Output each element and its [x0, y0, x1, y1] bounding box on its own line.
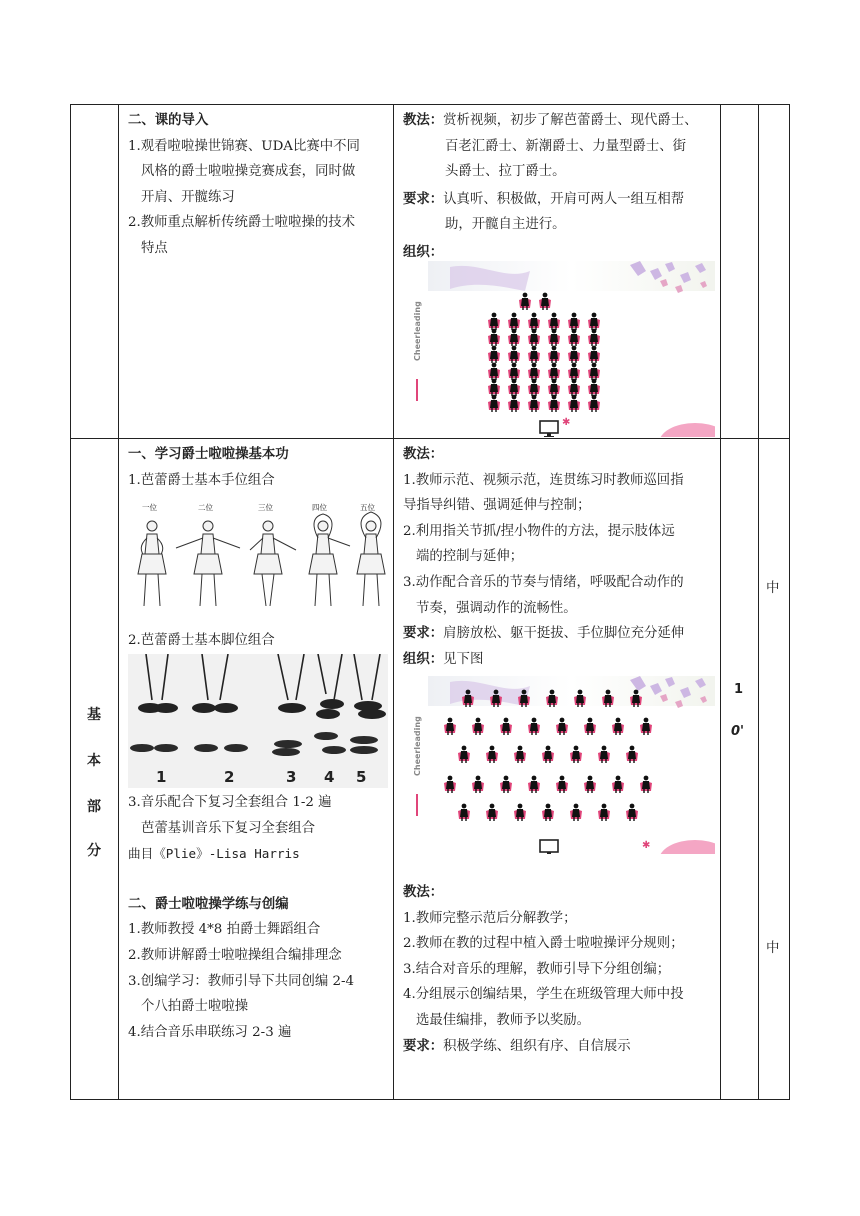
- organization-label: 组织：: [403, 650, 444, 667]
- lesson-plan-table: [70, 104, 790, 1100]
- text-line: 积极学练、组织有序、自信展示: [443, 1038, 631, 1054]
- hand-position-label: 二位: [198, 503, 213, 512]
- foot-position-number: 5: [356, 768, 367, 786]
- star-icon: ✱: [562, 417, 571, 428]
- requirement-label: 要求：: [403, 625, 444, 642]
- table-border-right: [789, 104, 790, 1100]
- text-line: 端的控制与延伸；: [416, 549, 524, 565]
- text-line: 2.芭蕾爵士基本脚位组合: [128, 633, 275, 648]
- hand-position-label: 三位: [258, 503, 273, 512]
- section-char: 本: [87, 753, 101, 769]
- text-line: 4.结合音乐串联练习 2-3 遍: [128, 1024, 292, 1040]
- intro-item: [128, 134, 390, 211]
- text-line: 特点: [141, 240, 168, 256]
- section-char: 基: [87, 707, 101, 723]
- requirement-label: 要求：: [403, 1037, 444, 1054]
- text-line: 开肩、开髋练习: [141, 189, 235, 205]
- text-line: 3.创编学习：教师引导下共同创编 2-4: [128, 973, 355, 989]
- time-minutes: 0': [731, 724, 745, 739]
- music-title: 曲目《Plie》-Lisa Harris: [128, 846, 300, 862]
- text-line: 1.教师示范、视频示范，连贯练习时教师巡回指: [403, 472, 684, 488]
- time-digit: 1: [734, 682, 744, 697]
- method-label: 教法：: [403, 112, 444, 128]
- text-line: 助，开髋自主进行。: [445, 217, 566, 233]
- text-line: 1.教师教授 4*8 拍爵士舞蹈组合: [128, 922, 321, 938]
- text-line: 个八拍爵士啦啦操: [141, 999, 249, 1015]
- shoes-drawing: [138, 699, 386, 719]
- foot-position-number: 1: [156, 768, 167, 786]
- text-line: 肩膀放松、躯干挺拔、手位脚位充分延伸: [443, 626, 685, 642]
- text-line: 1.观看啦啦操世锦赛、UDA比赛中不同: [128, 138, 360, 154]
- text-line: 2.利用指关节抓/捏小物件的方法，提示肢体远: [403, 523, 675, 539]
- intensity-value: 中: [766, 581, 780, 596]
- formation-figure-2: [410, 676, 715, 854]
- figure-side-text: Cheerleading: [413, 716, 422, 776]
- method-label: 教法：: [403, 446, 444, 462]
- basics-method: [403, 442, 717, 672]
- text-line: 3.结合对音乐的理解，教师引导下分组创编；: [403, 961, 671, 977]
- hand-position-label: 四位: [312, 503, 327, 512]
- legs-drawing: [146, 654, 380, 700]
- method-label: 教法：: [403, 884, 444, 900]
- intro-item: [128, 210, 390, 261]
- table-border-top: [70, 104, 790, 105]
- dancer-drawings: [138, 512, 385, 606]
- intensity-value: 中: [766, 941, 780, 956]
- text-line: 赏析视频，初步了解芭蕾爵士、现代爵士、: [443, 113, 698, 128]
- requirement-label: 要求：: [403, 190, 444, 207]
- star-icon: ✱: [642, 840, 651, 851]
- section-char: 分: [87, 843, 101, 859]
- creation-method: [403, 880, 717, 1059]
- text-line: 2.教师在教的过程中植入爵士啦啦操评分规则；: [403, 936, 684, 952]
- text-line: 认真听、积极做，开肩可两人一组互相帮: [443, 191, 685, 207]
- text-line: 头爵士、拉丁爵士。: [445, 164, 566, 180]
- intro-method: [403, 108, 719, 266]
- table-col-divider: [758, 104, 759, 1100]
- footprints-drawing: [130, 732, 378, 756]
- organization-label: 组织：: [403, 243, 444, 260]
- foot-position-number: 4: [324, 768, 335, 786]
- formation-figure-1: [410, 261, 715, 437]
- text-line: 芭蕾基训音乐下复习全套组合: [141, 820, 316, 836]
- intro-heading: 二、课的导入: [128, 112, 209, 128]
- text-line: 3.音乐配合下复习全套组合 1-2 遍: [128, 795, 332, 810]
- review-content: [128, 790, 390, 1045]
- intro-content: [128, 108, 390, 262]
- text-line: 风格的爵士啦啦操竞赛成套，同时做: [141, 164, 356, 180]
- hand-position-label: 一位: [142, 503, 157, 512]
- table-col-divider: [720, 104, 721, 1100]
- table-row-divider: [70, 438, 790, 439]
- text-line: 见下图: [443, 651, 484, 667]
- text-line: 百老汇爵士、新潮爵士、力量型爵士、街: [445, 138, 687, 154]
- text-line: 4.分组展示创编结果，学生在班级管理大师中投: [403, 987, 684, 1003]
- foot-position-number: 2: [224, 768, 235, 786]
- hand-position-label: 五位: [360, 503, 375, 512]
- foot-positions-figure: [128, 654, 388, 788]
- hand-positions-figure: [128, 498, 390, 616]
- text-line: 2.教师讲解爵士啦啦操组合编排理念: [128, 947, 342, 963]
- section-char: 部: [87, 799, 101, 815]
- basics-heading: 一、学习爵士啦啦操基本功: [128, 446, 289, 462]
- text-line: 1.教师完整示范后分解教学；: [403, 910, 577, 926]
- basics-content: [128, 442, 390, 493]
- table-border-bottom: [70, 1099, 790, 1100]
- text-line: 3.动作配合音乐的节奏与情绪，呼吸配合动作的: [403, 574, 684, 590]
- foot-position-number: 3: [286, 768, 297, 786]
- creation-heading: 二、爵士啦啦操学练与创编: [128, 895, 289, 912]
- text-line: 选最佳编排，教师予以奖励。: [416, 1012, 591, 1028]
- table-col-divider: [393, 104, 394, 1100]
- text-line: 1.芭蕾爵士基本手位组合: [128, 472, 275, 488]
- text-line: 2.教师重点解析传统爵士啦啦操的技术: [128, 215, 356, 231]
- table-col-divider: [118, 104, 119, 1100]
- text-line: 导指导纠错、强调延伸与控制；: [403, 498, 591, 514]
- figure-side-text: Cheerleading: [413, 301, 422, 361]
- text-line: 节奏，强调动作的流畅性。: [416, 600, 577, 616]
- table-border-left: [70, 104, 71, 1100]
